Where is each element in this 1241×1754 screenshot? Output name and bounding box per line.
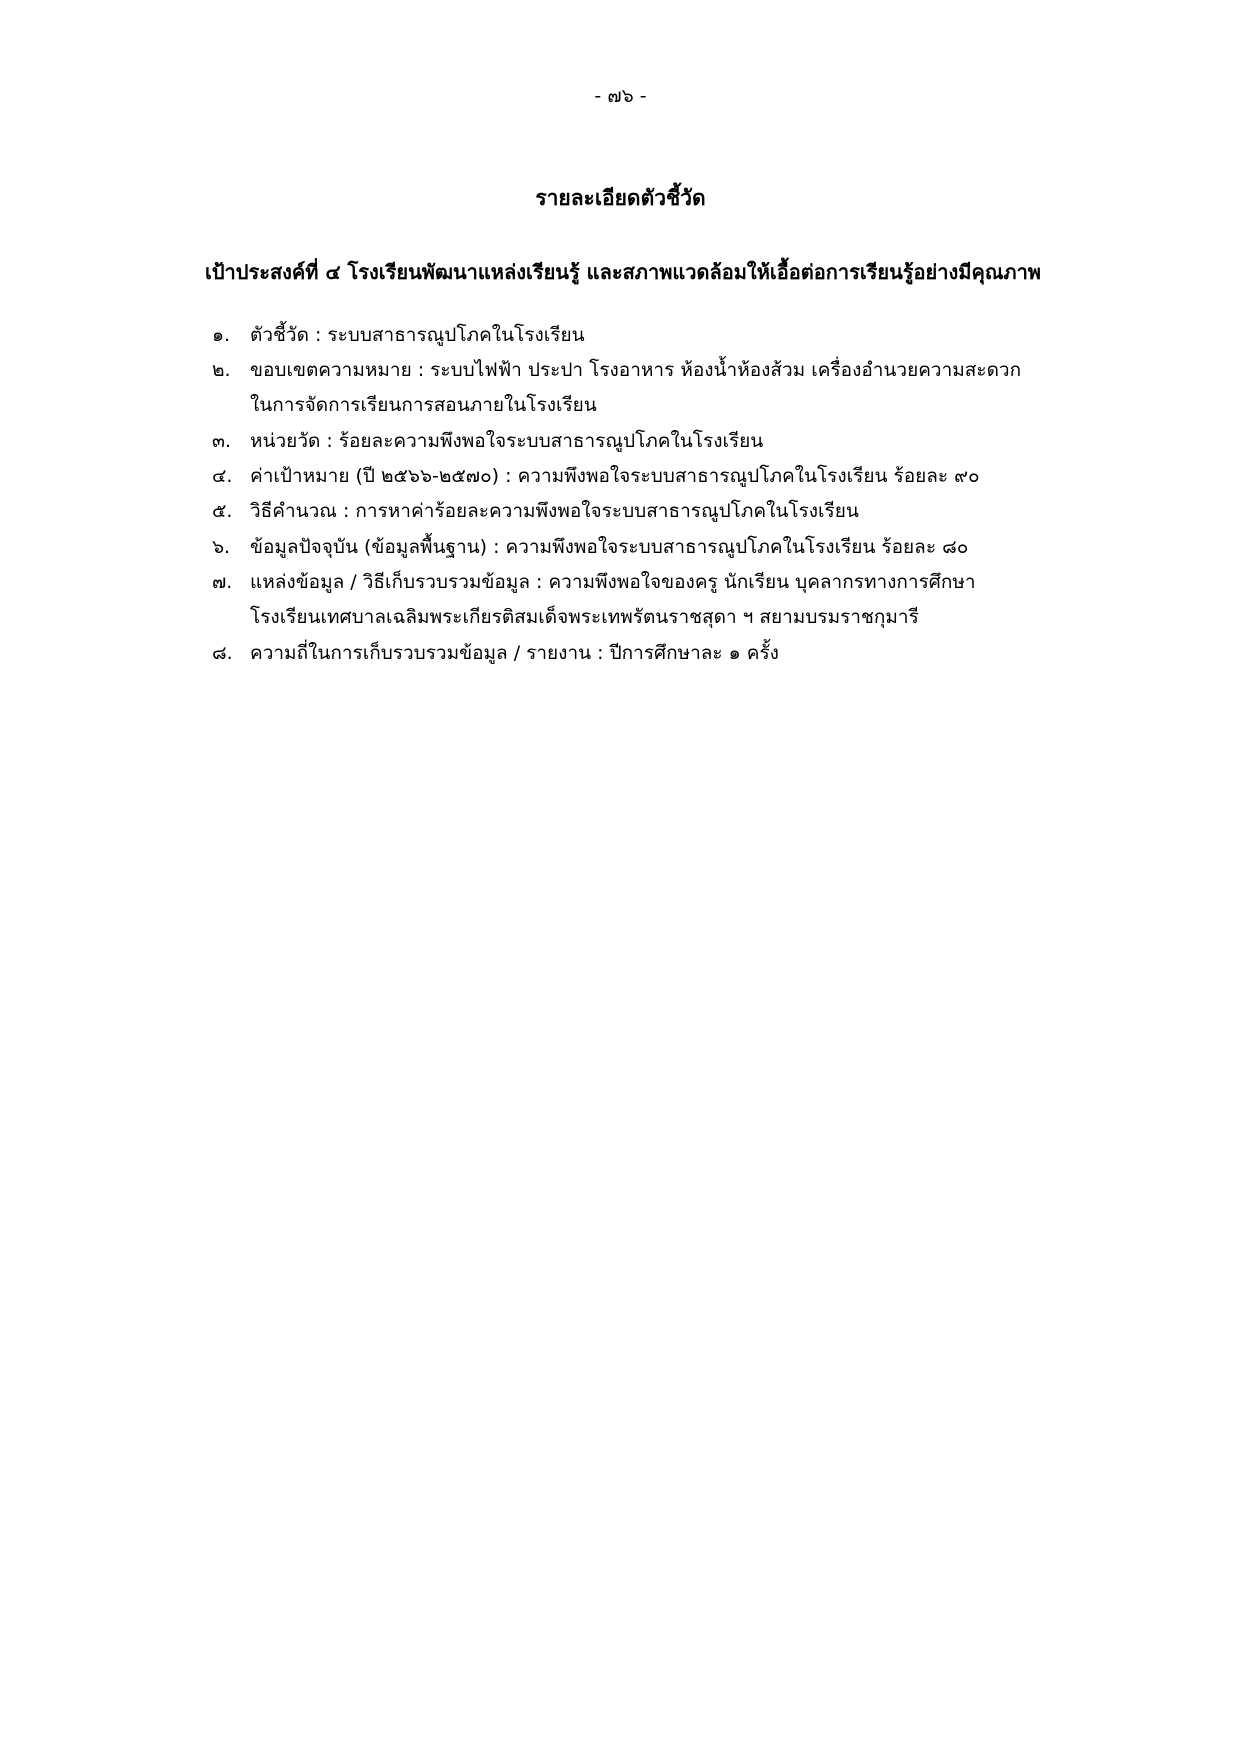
item-number: ๗.: [212, 571, 233, 593]
item-text: ขอบเขตความหมาย : ระบบไฟฟ้า ประปา โรงอาหาร ห้องน้ำห้องส้วม เครื่องอำนวยความสะดวก: [250, 359, 1022, 381]
item-text-continued: ในการจัดการเรียนการสอนภายในโรงเรียน: [250, 394, 597, 416]
item-number: ๕.: [212, 500, 233, 522]
item-number: ๘.: [212, 642, 233, 664]
item-number: ๑.: [212, 324, 231, 346]
item-number: ๔.: [212, 465, 233, 487]
item-text: ข้อมูลปัจจุบัน (ข้อมูลพื้นฐาน) : ความพึงพอใจระบบสาธารณูปโภคในโรงเรียน ร้อยละ ๘๐: [250, 536, 969, 558]
item-text: ค่าเป้าหมาย (ปี ๒๕๖๖-๒๕๗๐) : ความพึงพอใจระบบสาธารณูปโภคในโรงเรียน ร้อยละ ๙๐: [250, 465, 980, 487]
item-number: ๖.: [212, 536, 231, 558]
item-text: หน่วยวัด : ร้อยละความพึงพอใจระบบสาธารณูปโภคในโรงเรียน: [250, 430, 764, 452]
list-item-7: [212, 565, 1112, 635]
list-item-3: [212, 424, 1112, 459]
item-text-continued: โรงเรียนเทศบาลเฉลิมพระเกียรติสมเด็จพระเทพรัตนราชสุดา ฯ สยามบรมราชกุมารี: [250, 606, 919, 628]
list-item-5: [212, 494, 1112, 529]
item-text: ความถี่ในการเก็บรวบรวมข้อมูล / รายงาน : ปีการศึกษาละ ๑ ครั้ง: [250, 642, 779, 664]
page-number: - ๗๖ -: [594, 85, 647, 107]
list-item-8: [212, 636, 1112, 671]
list-item-6: [212, 530, 1112, 565]
item-text: แหล่งข้อมูล / วิธีเก็บรวบรวมข้อมูล : ความพึงพอใจของครู นักเรียน บุคลากรทางการศึกษา: [250, 571, 976, 593]
goal-heading: เป้าประสงค์ที่ ๔ โรงเรียนพัฒนาแหล่งเรียนรู้ และสภาพแวดล้อมให้เอื้อต่อการเรียนรู้อย่างมีคุณภาพ: [205, 260, 1041, 284]
item-number: ๒.: [212, 359, 231, 381]
list-item-2: [212, 353, 1112, 423]
document-title: รายละเอียดตัวชี้วัด: [535, 186, 706, 210]
item-number: ๓.: [212, 430, 232, 452]
list-item-1: [212, 318, 1112, 353]
item-text: ตัวชี้วัด : ระบบสาธารณูปโภคในโรงเรียน: [250, 324, 585, 346]
list-item-4: [212, 459, 1112, 494]
item-text: วิธีคำนวณ : การหาค่าร้อยละความพึงพอใจระบบสาธารณูปโภคในโรงเรียน: [250, 500, 859, 522]
